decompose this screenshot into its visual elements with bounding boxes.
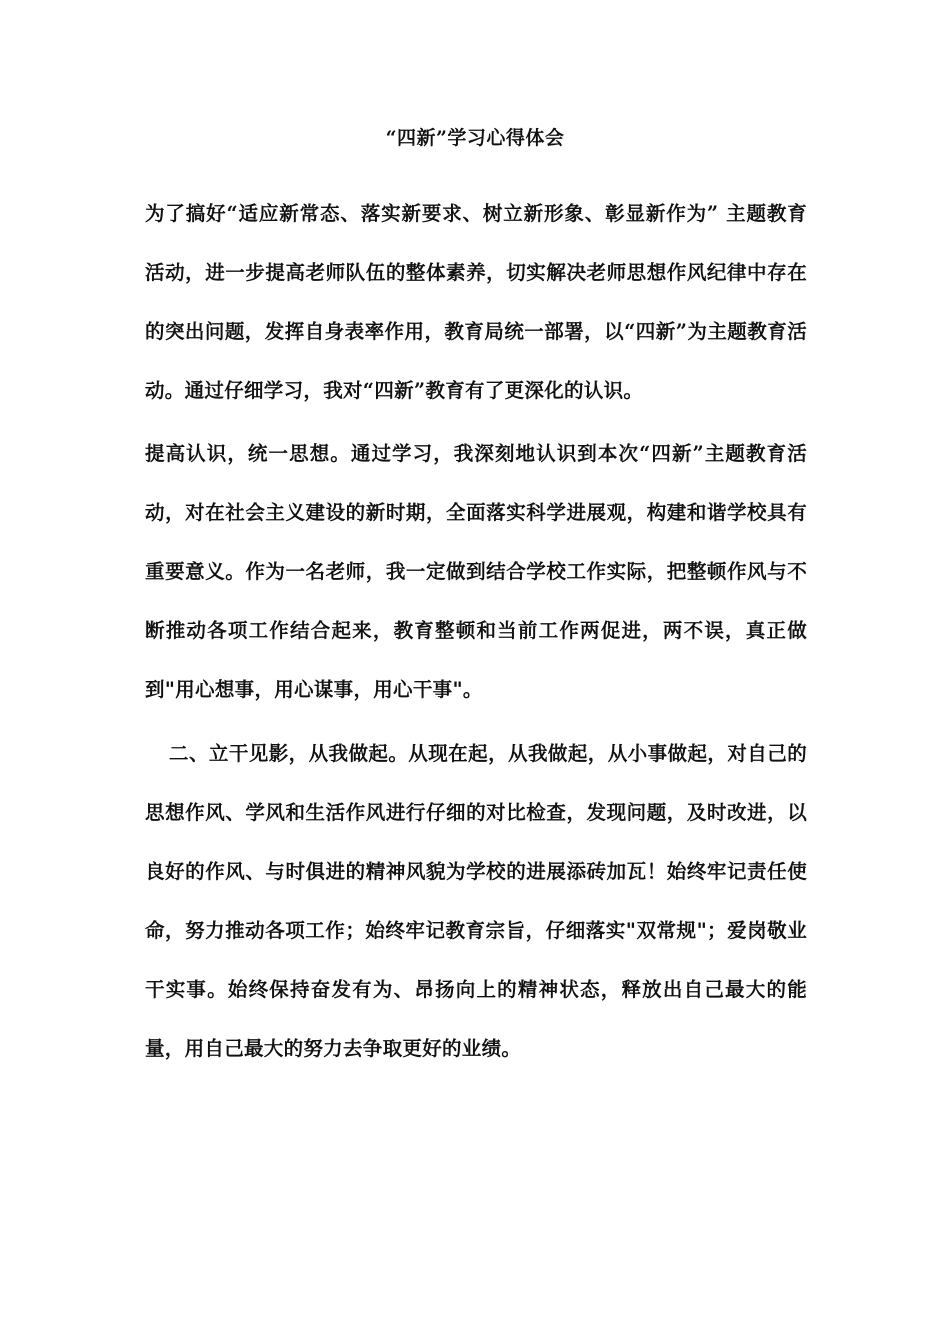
- document-title: “四新”学习心得体会: [385, 127, 565, 149]
- paragraph-intro: 为了搞好“适应新常态、落实新要求、树立新形象、彰显新作为” 主题教育活动，进一步提高老师队伍的整体素养，切实解决老师思想作风纪律中存在的突出问题，发挥自身表率作用，教育局统一部署，以“四新”为主题教育活动。通过仔细学习，我对“四新”教育有了更深化的认识。: [145, 202, 807, 402]
- paragraph-understanding: 提高认识，统一思想。通过学习，我深刻地认识到本次“四新”主题教育活动，对在社会主义建设的新时期，全面落实科学进展观，构建和谐学校具有重要意义。作为一名老师，我一定做到结合学校工作实际，把整顿作风与不断推动各项工作结合起来，教育整顿和当前工作两促进，两不误，真正做到"用心想事，用心谋事，用心干事"。: [145, 442, 807, 701]
- paragraph-action: 二、立干见影，从我做起。从现在起，从我做起，从小事做起，对自己的思想作风、学风和生活作风进行仔细的对比检查，发现问题，及时改进，以良好的作风、与时俱进的精神风貌为学校的进展添砖加瓦！始终牢记责任使命，努力推动各项工作；始终牢记教育宗旨，仔细落实"双常规"；爱岗敬业干实事。始终保持奋发有为、昂扬向上的精神状态，释放出自己最大的能量，用自己最大的努力去争取更好的业绩。: [145, 742, 807, 1060]
